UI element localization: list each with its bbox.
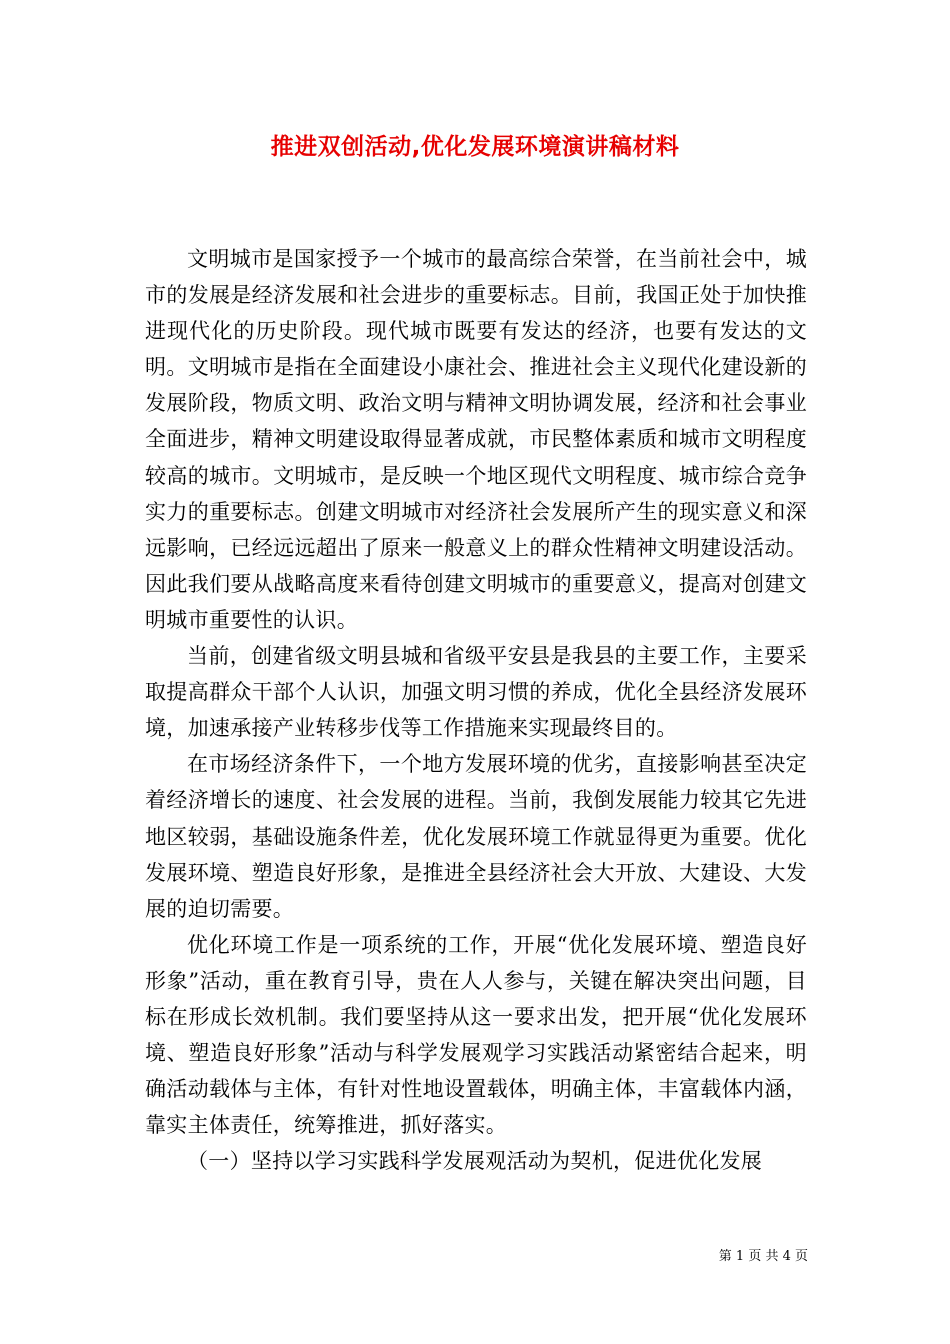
paragraph-1: 文明城市是国家授予一个城市的最高综合荣誉，在当前社会中，城市的发展是经济发展和社会进步的重要标志。目前，我国正处于加快推进现代化的历史阶段。现代城市既要有发达的经济，也要有发达的文明。文明城市是指在全面建设小康社会、推进社会主义现代化建设新的发展阶段，物质文明、政治文明与精神文明协调发展，经济和社会事业全面进步，精神文明建设取得显著成就，市民整体素质和城市文明程度较高的城市。文明城市，是反映一个地区现代文明程度、城市综合竞争实力的重要标志。创建文明城市对经济社会发展所产生的现实意义和深远影响，已经远远超出了原来一般意义上的群众性精神文明建设活动。因此我们要从战略高度来看待创建文明城市的重要意义，提高对创建文明城市重要性的认识。 — [145, 247, 807, 632]
document-title: 推进双创活动,优化发展环境演讲稿材料 — [270, 134, 680, 160]
paragraph-3: 在市场经济条件下，一个地方发展环境的优劣，直接影响甚至决定着经济增长的速度、社会发展的进程。当前，我倒发展能力较其它先进地区较弱，基础设施条件差，优化发展环境工作就显得更为重要。优化发展环境、塑造良好形象，是推进全县经济社会大开放、大建设、大发展的迫切需要。 — [145, 752, 807, 921]
paragraph-2: 当前，创建省级文明县城和省级平安县是我县的主要工作，主要采取提高群众干部个人认识，加强文明习惯的养成，优化全县经济发展环境，加速承接产业转移步伐等工作措施来实现最终目的。 — [145, 644, 807, 741]
document-body — [145, 241, 807, 1179]
paragraph-5: （一）坚持以学习实践科学发展观活动为契机，促进优化发展 — [187, 1149, 763, 1174]
page-number-footer: 第 1 页 共 4 页 — [718, 1249, 808, 1264]
paragraph-4: 优化环境工作是一项系统的工作，开展“优化发展环境、塑造良好形象”活动，重在教育引导，贵在人人参与，关键在解决突出问题，目标在形成长效机制。我们要坚持从这一要求出发，把开展“优化发展环境、塑造良好形象”活动与科学发展观学习实践活动紧密结合起来，明确活动载体与主体，有针对性地设置载体，明确主体，丰富载体内涵，靠实主体责任，统筹推进，抓好落实。 — [145, 932, 807, 1138]
